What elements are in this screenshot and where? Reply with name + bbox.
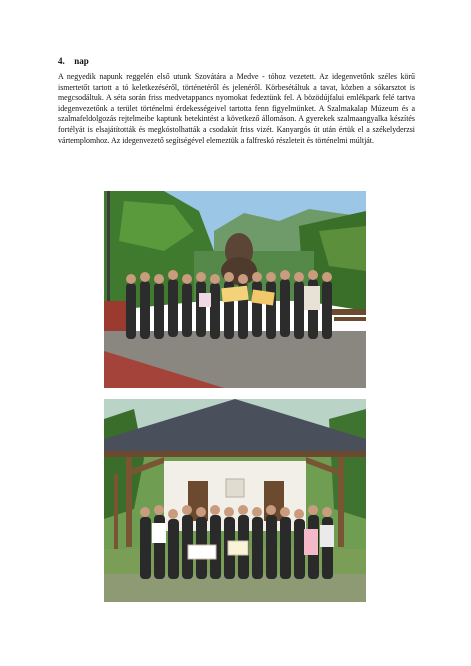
body-paragraph: A negyedik napunk reggelén első utunk Szovátára a Medve - tóhoz vezetett. Az idegenvetőnk széles körű ismertetőt tartott a tó keletkezéséről, történetéről és jelenéről. Körbesétáltuk a tavat, közben a sókarsztot is megcsodáltuk. A séta során friss medvetappancs nyomokat fedeztünk fel. A bözödújfalui emlékpark felé tartva idegenvezetőnk a terület történelmi érdekességeivel tartotta fenn figyelmünket. A Szalmakalap Múzeum és a szalmafeldolgozás rejtelmeibe kaptunk betekintést a következő állomáson. A gyerekek szalmaangyalka készítés fortélyát is elsajátították és megkóstolhatták a csodakút friss vizét. Kanyargós út után értük el a székelyderzsi vártemplomhoz. Az idegenvezető segítségével elemeztük a falfreskó részleteit és történelmi múltját. [58,72,415,145]
photo-pavilion-group [104,399,366,602]
photo-bear-statue-group [104,191,366,388]
section-number: 4. [58,56,65,66]
section-title: nap [74,56,89,66]
section-heading [58,56,418,66]
